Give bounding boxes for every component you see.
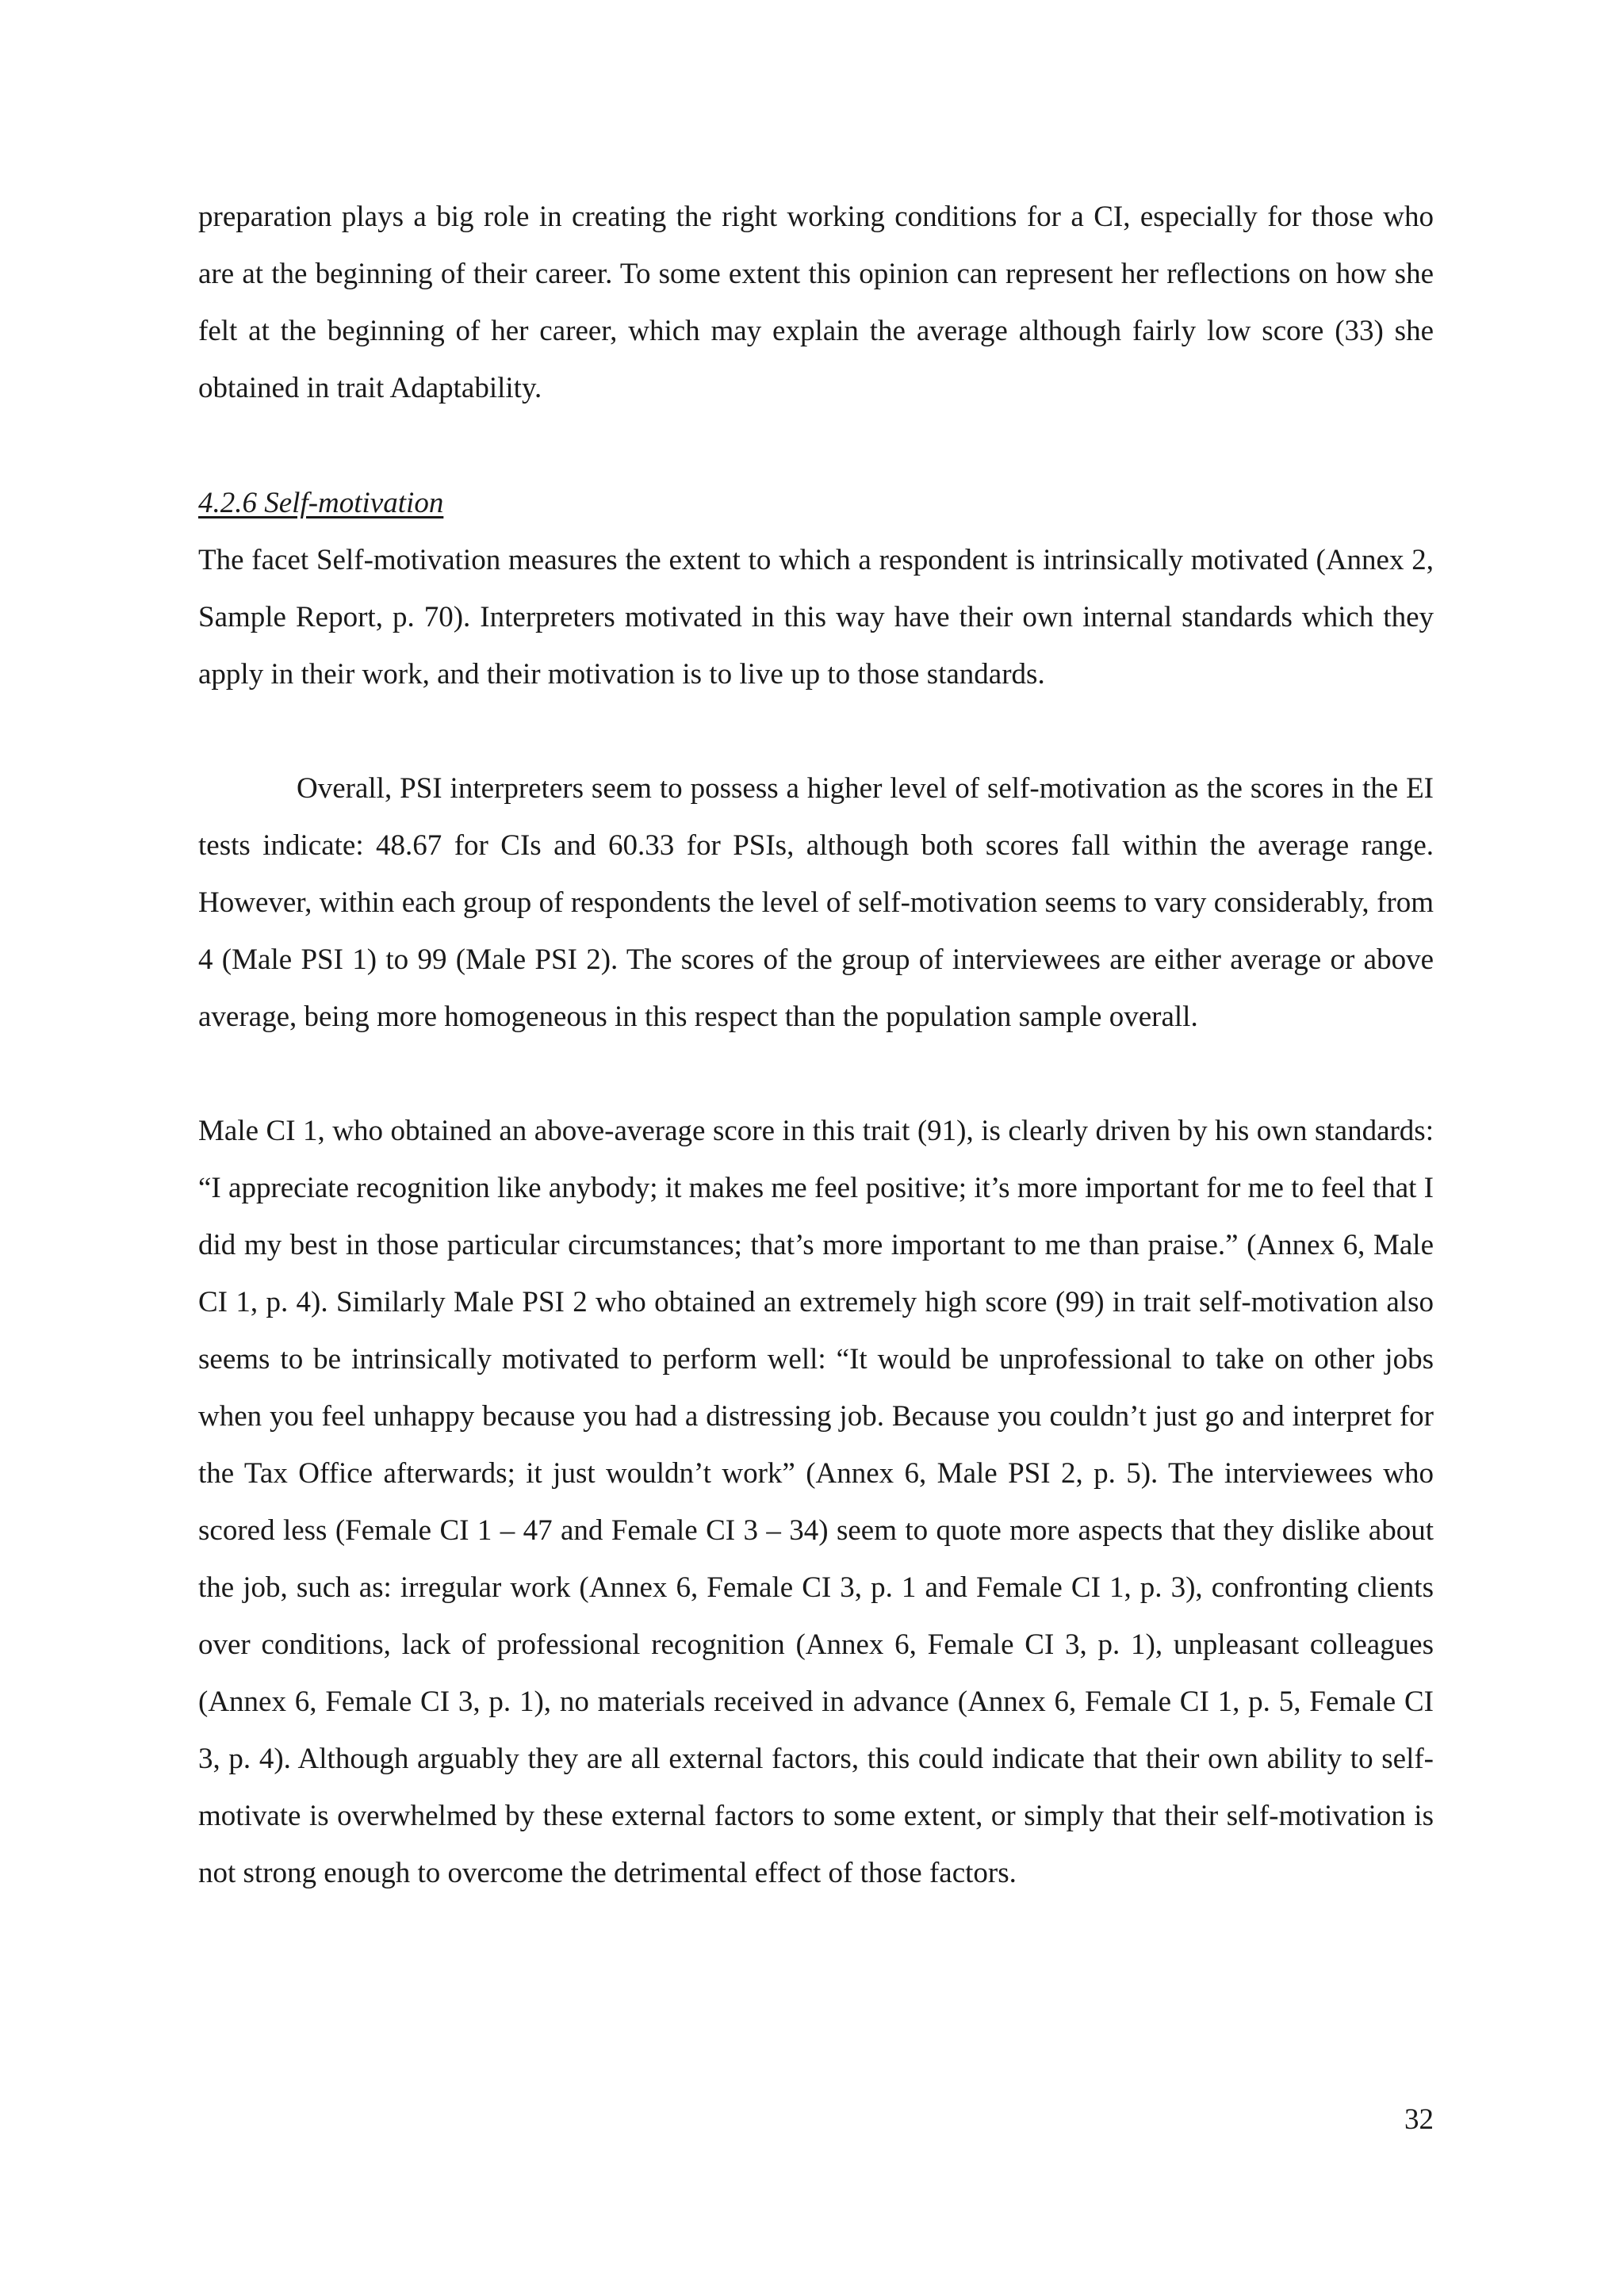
section-heading: 4.2.6 Self-motivation [198, 487, 444, 519]
paragraph-interview-evidence: Male CI 1, who obtained an above-average score in this trait (91), is clearly driven by his own standards: “I appreciate recognition like anybody; it makes me feel positive; it’s more important for me to feel that I did my best in those particular circumstances; that’s more important to me than praise.” (Annex 6, Male CI 1, p. 4). Similarly Male PSI 2 who obtained an extremely high score (99) in trait self-motivation also seems to be intrinsically motivated to perform well: “It would be unprofessional to take on other jobs when you feel unhappy because you had a distressing job. Because you couldn’t just go and interpret for the Tax Office afterwards; it just wouldn’t work” (Annex 6, Male PSI 2, p. 5). The interviewees who scored less (Female CI 1 – 47 and Female CI 3 – 34) seem to quote more aspects that they dislike about the job, such as: irregular work (Annex 6, Female CI 3, p. 1 and Female CI 1, p. 3), confronting clients over conditions, lack of professional recognition (Annex 6, Female CI 3, p. 1), unpleasant colleagues (Annex 6, Female CI 3, p. 1), no materials received in advance (Annex 6, Female CI 1, p. 5, Female CI 3, p. 4). Although arguably they are all external factors, this could indicate that their own ability to self-motivate is overwhelmed by these external factors to some extent, or simply that their self-motivation is not strong enough to overcome the detrimental effect of those factors. [198, 1115, 1434, 1889]
paragraph-continued: preparation plays a big role in creating the right working conditions for a CI, especially for those who are at the beginning of their career. To some extent this opinion can represent her reflections on how she felt at the beginning of her career, which may explain the average although fairly low score (33) she obtained in trait Adaptability. [198, 201, 1434, 404]
page-number: 32 [1404, 2103, 1434, 2136]
paragraph-overall-scores: Overall, PSI interpreters seem to possess a higher level of self-motivation as the scores in the EI tests indicate: 48.67 for CIs and 60.33 for PSIs, although both scores fall within the average range. However, within each group of respondents the level of self-motivation seems to vary considerably, from 4 (Male PSI 1) to 99 (Male PSI 2). The scores of the group of interviewees are either average or above average, being more homogeneous in this respect than the population sample overall. [198, 772, 1434, 1033]
paragraph-facet-definition: The facet Self-motivation measures the extent to which a respondent is intrinsically motivated (Annex 2, Sample Report, p. 70). Interpreters motivated in this way have their own internal standards which they apply in their work, and their motivation is to live up to those standards. [198, 544, 1434, 691]
